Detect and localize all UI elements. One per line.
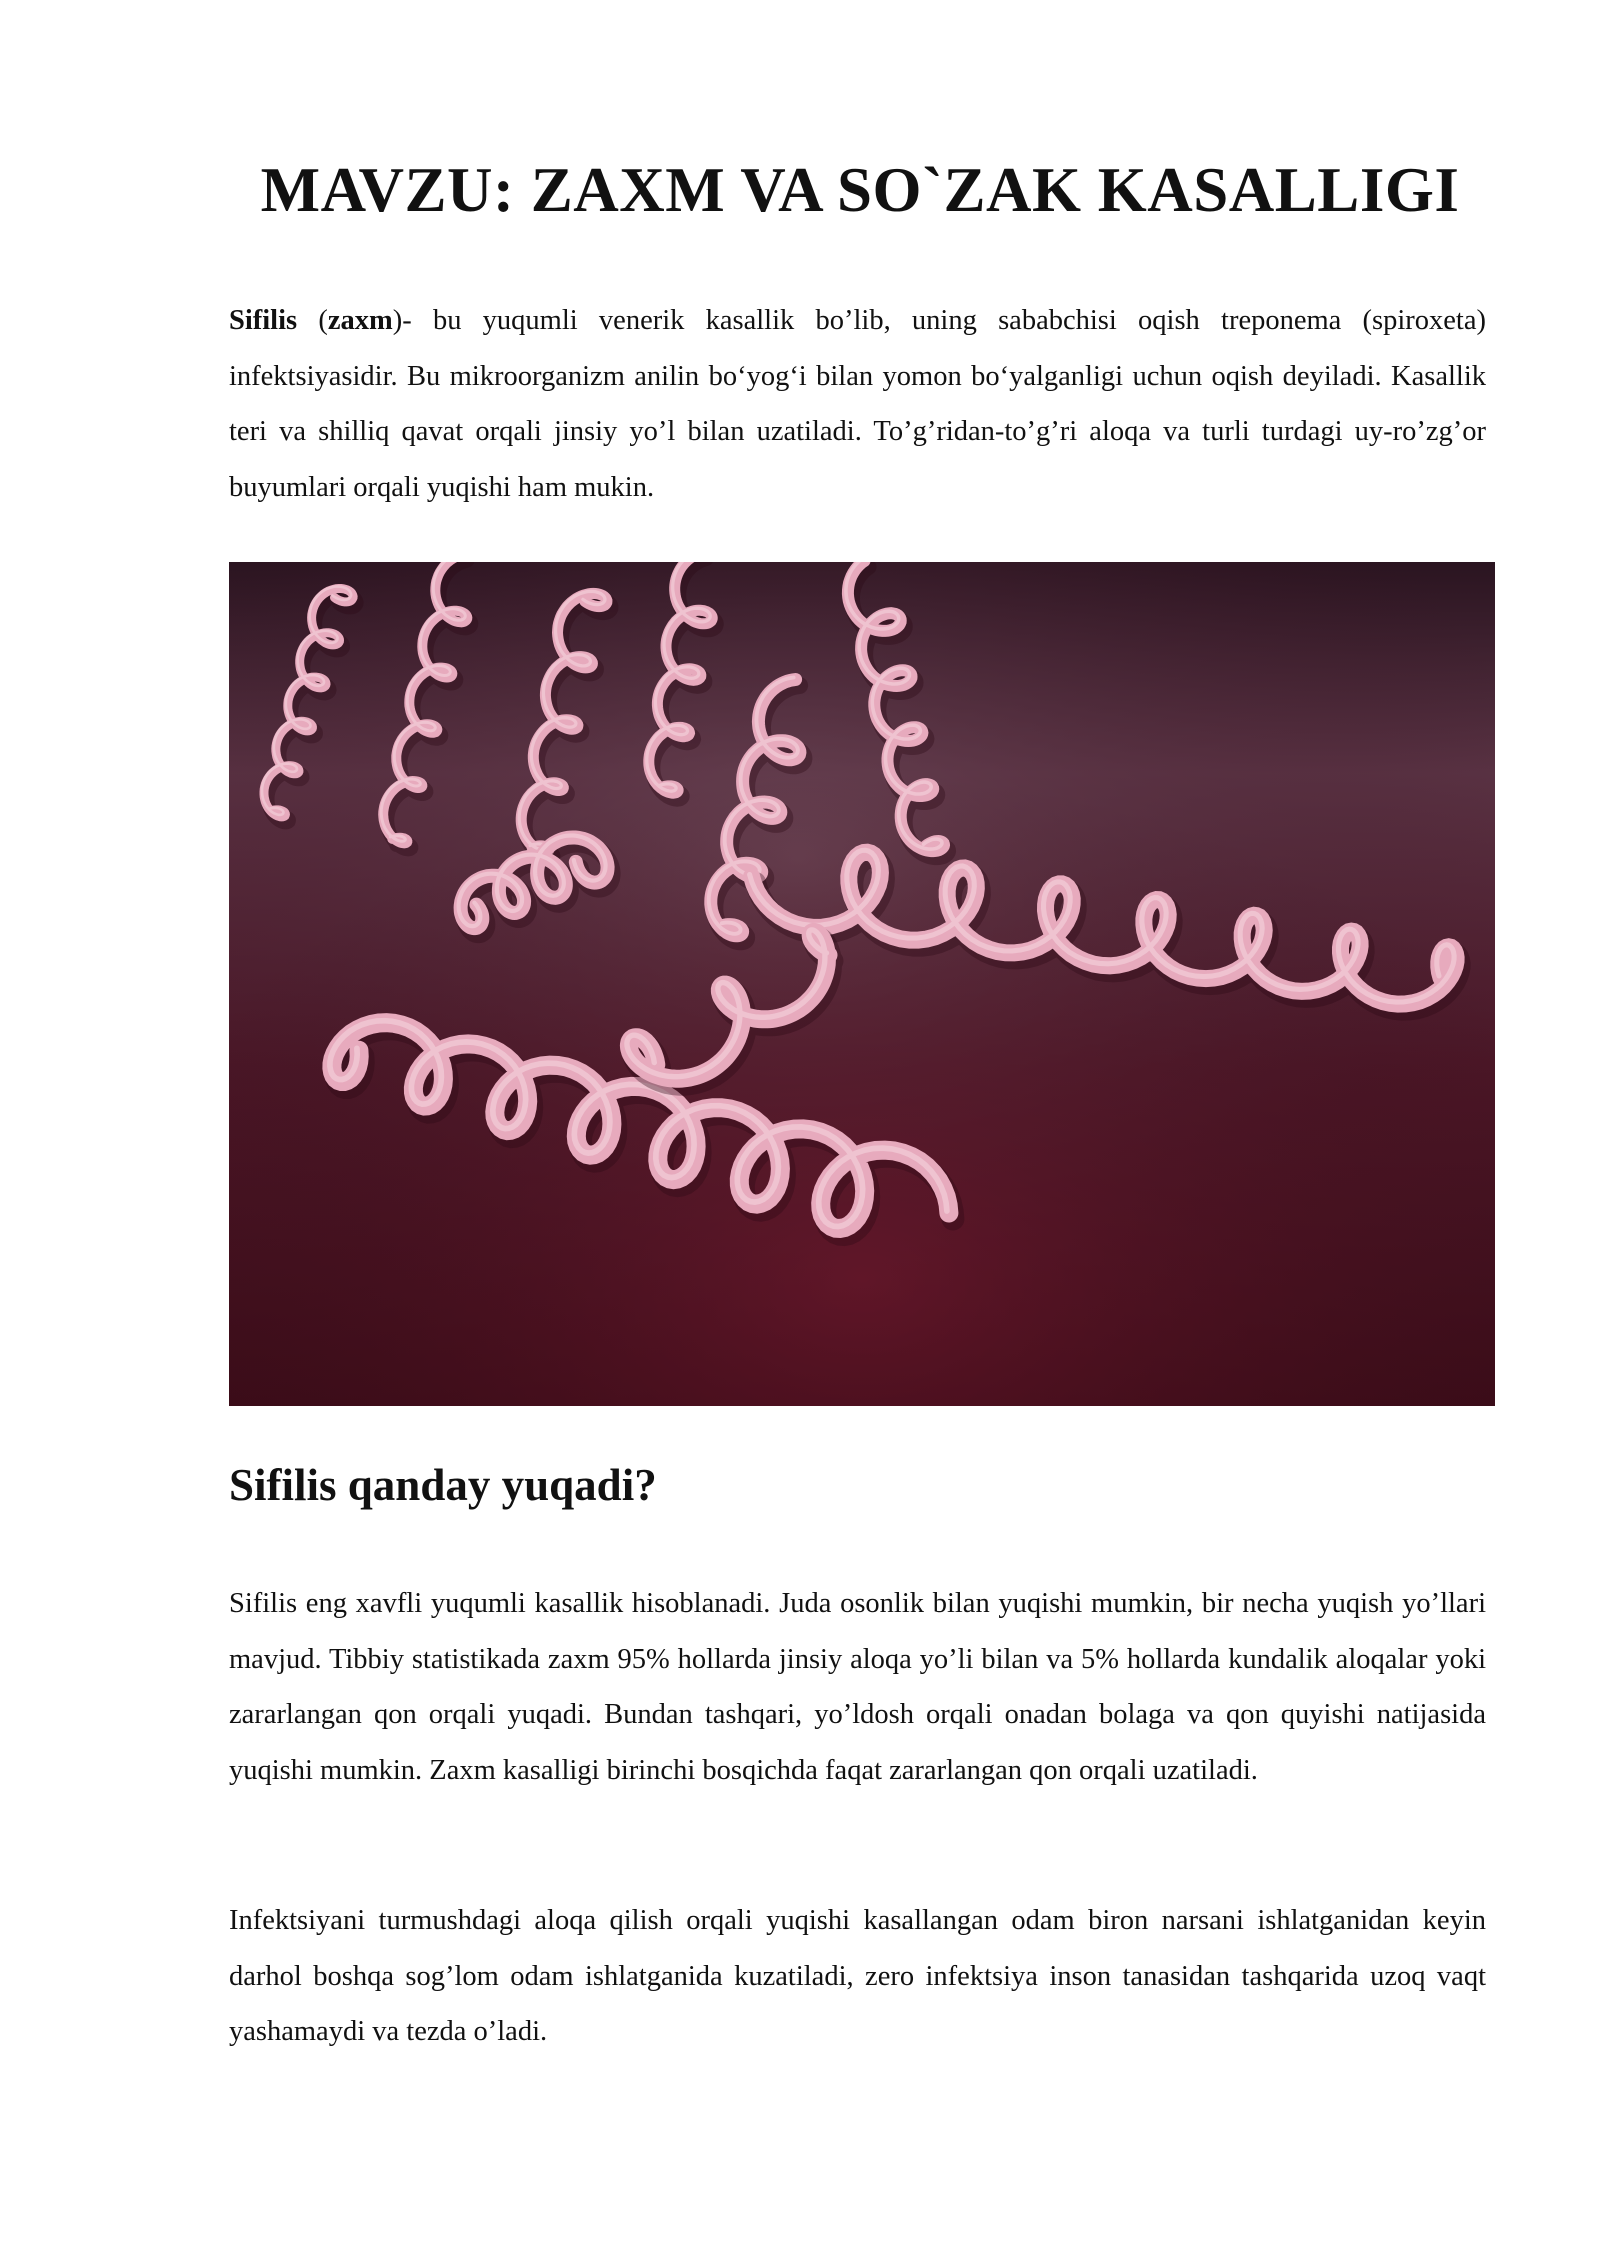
term-zaxm: zaxm <box>327 305 393 336</box>
treponema-illustration <box>229 562 1495 1406</box>
intro-paragraph <box>229 293 1486 515</box>
intro-open-paren: ( <box>297 305 328 336</box>
household-transmission-paragraph: Infektsiyani turmushdagi aloqa qilish orqali yuqishi kasallangan odam biron narsani ishlatganidan keyin darhol boshqa sog’lom odam ishlatganida kuzatiladi, zero infektsiya inson tanasidan tashqarida uzoq vaqt yashamaydi va tezda o’ladi. <box>229 1905 1486 2047</box>
intro-text: )- bu yuqumli venerik kasallik bo’lib, uning sababchisi oqish treponema (spiroxeta) infektsiyasidir. Bu mikroorganizm anilin bo‘yog‘i bilan yomon bo‘yalganligi uchun oqish deyiladi. Kasallik teri va shilliq qavat orqali jinsiy yo’l bilan uzatiladi. To’g’ridan-to’g’ri aloqa va turli turdagi uy-ro’zg’or buyumlari orqali yuqishi ham mukin. <box>229 305 1486 503</box>
transmission-paragraph: Sifilis eng xavfli yuqumli kasallik hisoblanadi. Juda osonlik bilan yuqishi mumkin, bir necha yuqish yo’llari mavjud. Tibbiy statistikada zaxm 95% hollarda jinsiy aloqa yo’li bilan va 5% hollarda kundalik aloqalar yoki zararlangan qon orqali yuqadi. Bundan tashqari, yo’ldosh orqali onadan bolaga va qon quyishi natijasida yuqishi mumkin. Zaxm kasalligi birinchi bosqichda faqat zararlangan qon orqali uzatiladi. <box>229 1588 1486 1786</box>
document-title: MAVZU: ZAXM VA SO`ZAK KASALLIGI <box>260 155 1460 225</box>
term-sifilis: Sifilis <box>229 305 298 336</box>
section-heading: Sifilis qanday yuqadi? <box>229 1460 657 1510</box>
